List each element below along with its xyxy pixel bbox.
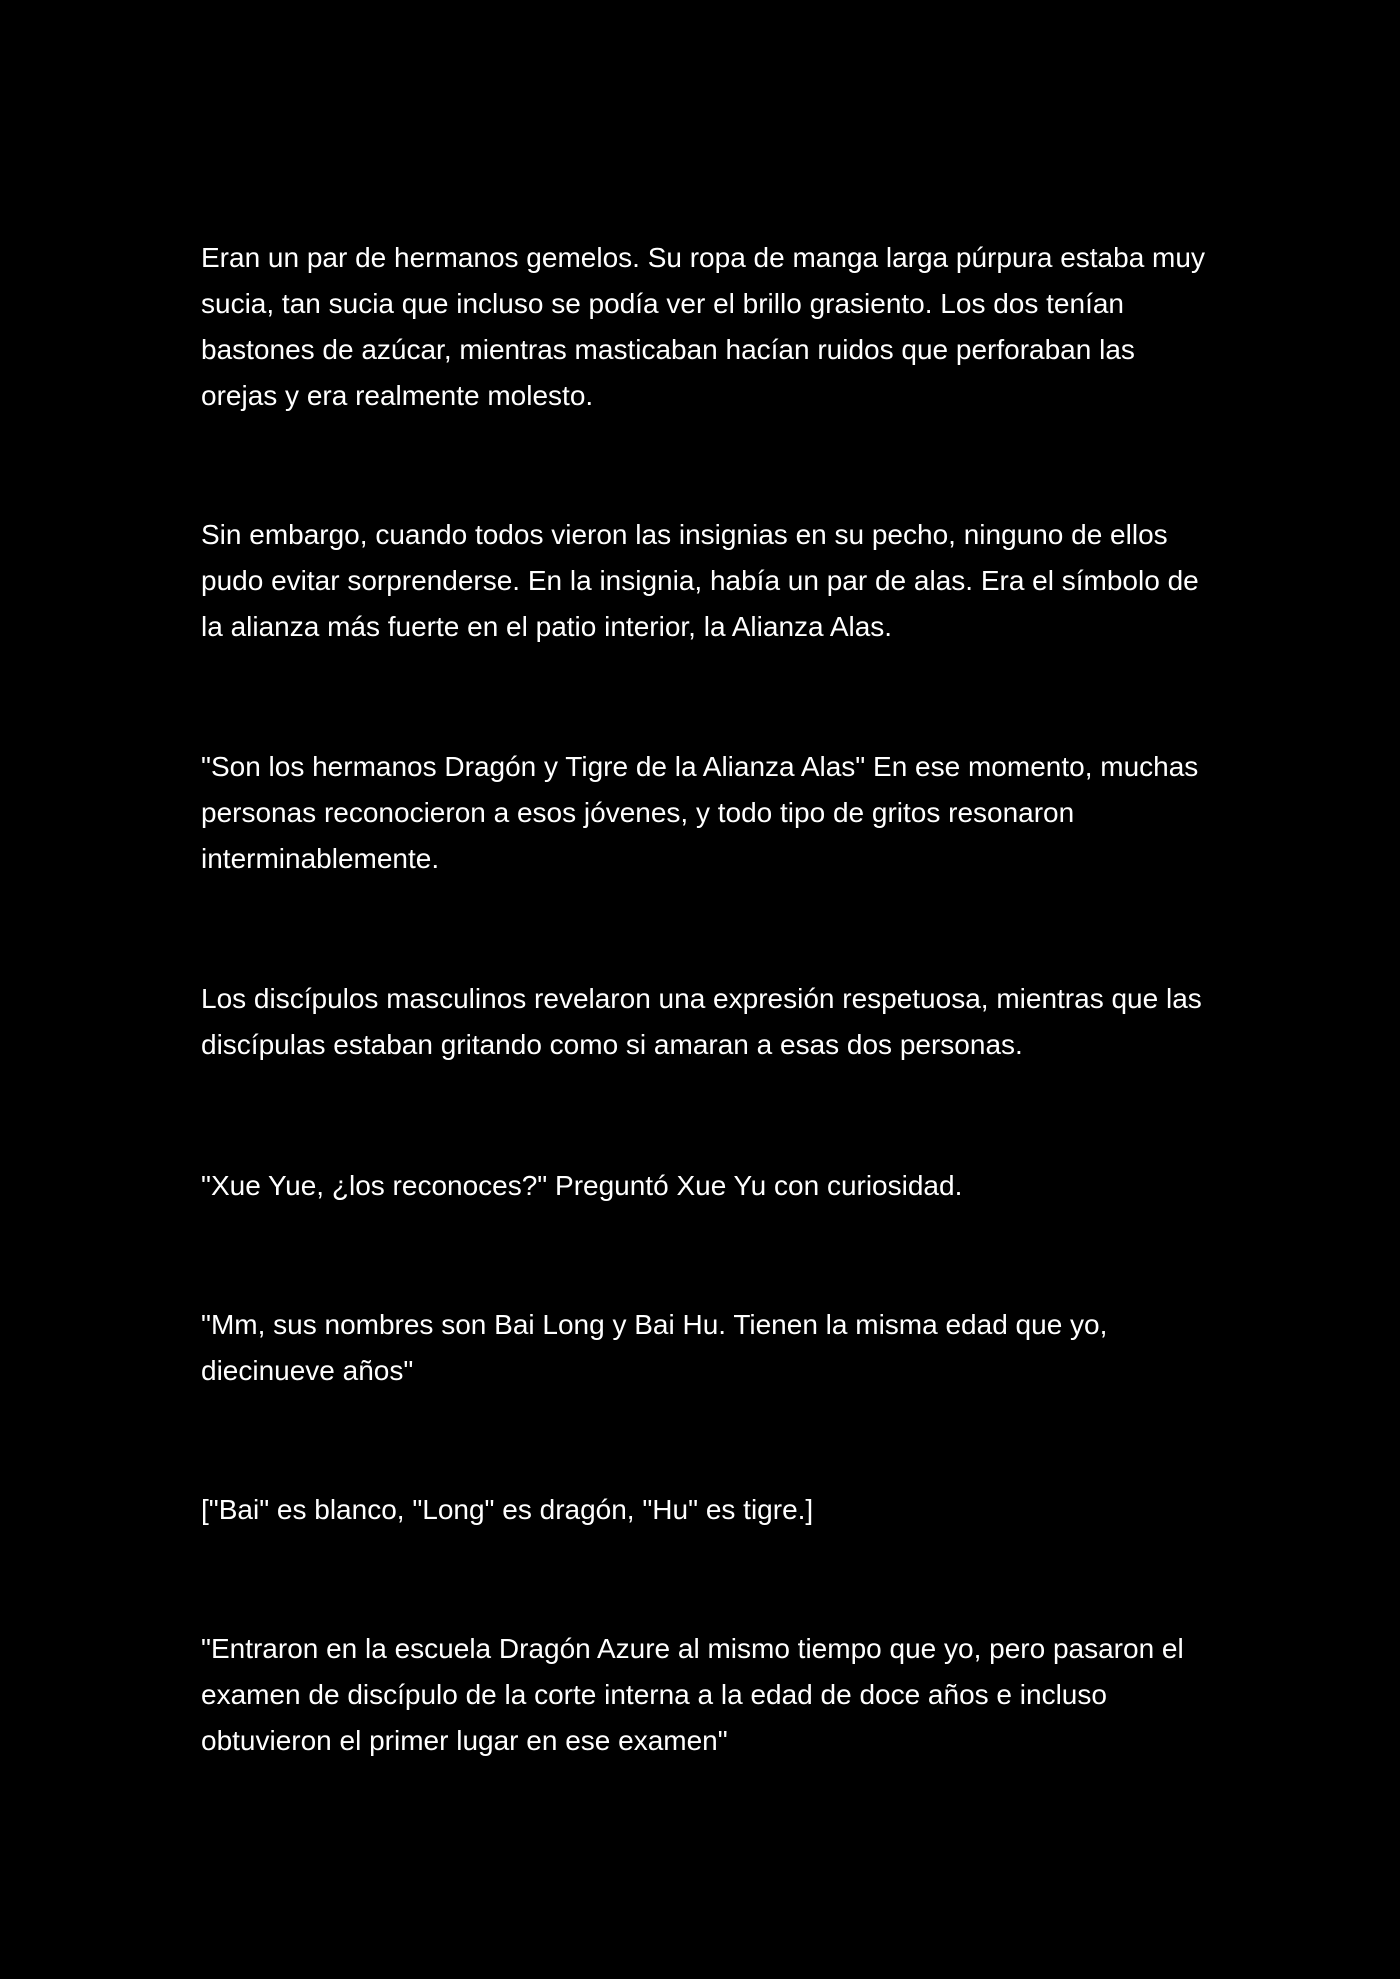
paragraph-insignias: Sin embargo, cuando todos vieron las insignias en su pecho, ninguno de ellos pudo evitar sorprenderse. En la insignia, había un par de alas. Era el símbolo de la alianza más fuerte en el patio interior, la Alianza Alas. <box>201 519 1199 642</box>
paragraph-xue-yu-question: "Xue Yue, ¿los reconoces?" Preguntó Xue Yu con curiosidad. <box>201 1170 963 1201</box>
paragraph-azure-dragon-school: "Entraron en la escuela Dragón Azure al mismo tiempo que yo, pero pasaron el examen de discípulo de la corte interna a la edad de doce años e incluso obtuvieron el primer lugar en ese examen" <box>201 1633 1184 1756</box>
paragraph-disciples-reaction: Los discípulos masculinos revelaron una expresión respetuosa, mientras que las discípulas estaban gritando como si amaran a esas dos personas. <box>201 983 1202 1060</box>
paragraph-twin-brothers: Eran un par de hermanos gemelos. Su ropa de manga larga púrpura estaba muy sucia, tan sucia que incluso se podía ver el brillo grasiento. Los dos tenían bastones de azúcar, mientras masticaban hacían ruidos que perforaban las orejas y era realmente molesto. <box>201 242 1205 411</box>
paragraph-translation-note: ["Bai" es blanco, "Long" es dragón, "Hu" es tigre.] <box>201 1494 814 1525</box>
paragraph-names-answer: "Mm, sus nombres son Bai Long y Bai Hu. Tienen la misma edad que yo, diecinueve años" <box>201 1309 1108 1386</box>
paragraph-dragon-tiger-brothers: "Son los hermanos Dragón y Tigre de la Alianza Alas" En ese momento, muchas personas reconocieron a esos jóvenes, y todo tipo de gritos resonaron interminablemente. <box>201 751 1199 874</box>
